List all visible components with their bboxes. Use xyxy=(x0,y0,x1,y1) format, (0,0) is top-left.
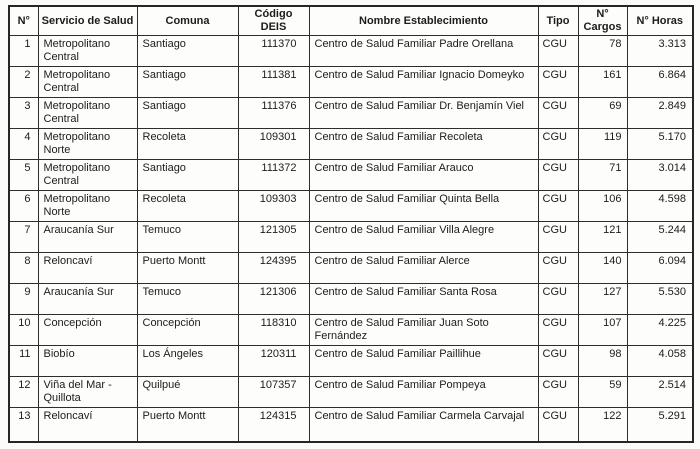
table-row xyxy=(9,67,693,98)
cell-servicio-salud: Metropolitano Central xyxy=(38,160,137,191)
table-body xyxy=(9,36,693,442)
cell-cargos: 106 xyxy=(578,191,627,222)
cell-nombre-establecimiento: Centro de Salud Familiar Pompeya xyxy=(309,377,538,408)
table-row xyxy=(9,160,693,191)
cell-nombre-establecimiento: Centro de Salud Familiar Carmela Carvajal xyxy=(309,408,538,442)
cell-comuna: Puerto Montt xyxy=(137,408,238,442)
cell-comuna: Santiago xyxy=(137,67,238,98)
cell-codigo-deis: 109301 xyxy=(238,129,309,160)
cell-numero: 6 xyxy=(9,191,38,222)
cell-nombre-establecimiento: Centro de Salud Familiar Quinta Bella xyxy=(309,191,538,222)
cell-horas: 5.244 xyxy=(627,222,693,253)
cell-tipo: CGU xyxy=(538,253,578,284)
cell-horas: 4.058 xyxy=(627,346,693,377)
cell-servicio-salud: Metropolitano Norte xyxy=(38,191,137,222)
cell-numero: 1 xyxy=(9,36,38,67)
col-header-codigo-deis: Código DEIS xyxy=(238,6,309,36)
cell-horas: 2.514 xyxy=(627,377,693,408)
cell-nombre-establecimiento: Centro de Salud Familiar Santa Rosa xyxy=(309,284,538,315)
cell-horas: 3.014 xyxy=(627,160,693,191)
cell-cargos: 107 xyxy=(578,315,627,346)
table-row xyxy=(9,408,693,442)
cell-comuna: Temuco xyxy=(137,284,238,315)
cell-numero: 13 xyxy=(9,408,38,442)
cell-codigo-deis: 118310 xyxy=(238,315,309,346)
col-header-servicio-salud: Servicio de Salud xyxy=(38,6,137,36)
cell-codigo-deis: 124315 xyxy=(238,408,309,442)
table-row xyxy=(9,253,693,284)
header-row xyxy=(9,6,693,36)
col-header-comuna: Comuna xyxy=(137,6,238,36)
cell-servicio-salud: Araucanía Sur xyxy=(38,284,137,315)
cell-nombre-establecimiento: Centro de Salud Familiar Recoleta xyxy=(309,129,538,160)
cell-nombre-establecimiento: Centro de Salud Familiar Arauco xyxy=(309,160,538,191)
table-row xyxy=(9,315,693,346)
cell-codigo-deis: 121306 xyxy=(238,284,309,315)
cell-servicio-salud: Viña del Mar - Quillota xyxy=(38,377,137,408)
cell-codigo-deis: 121305 xyxy=(238,222,309,253)
cell-numero: 4 xyxy=(9,129,38,160)
cell-cargos: 140 xyxy=(578,253,627,284)
cell-servicio-salud: Araucanía Sur xyxy=(38,222,137,253)
cell-tipo: CGU xyxy=(538,67,578,98)
cell-codigo-deis: 107357 xyxy=(238,377,309,408)
cell-horas: 2.849 xyxy=(627,98,693,129)
col-header-numero: N° xyxy=(9,6,38,36)
cell-nombre-establecimiento: Centro de Salud Familiar Alerce xyxy=(309,253,538,284)
table-row xyxy=(9,191,693,222)
cell-comuna: Puerto Montt xyxy=(137,253,238,284)
cell-horas: 4.225 xyxy=(627,315,693,346)
cell-cargos: 121 xyxy=(578,222,627,253)
cell-comuna: Santiago xyxy=(137,98,238,129)
cell-horas: 4.598 xyxy=(627,191,693,222)
cell-comuna: Recoleta xyxy=(137,191,238,222)
table-row xyxy=(9,222,693,253)
cell-horas: 5.170 xyxy=(627,129,693,160)
cell-tipo: CGU xyxy=(538,284,578,315)
cell-tipo: CGU xyxy=(538,129,578,160)
cell-codigo-deis: 111381 xyxy=(238,67,309,98)
cell-servicio-salud: Metropolitano Central xyxy=(38,67,137,98)
cell-tipo: CGU xyxy=(538,222,578,253)
cell-servicio-salud: Biobío xyxy=(38,346,137,377)
cell-horas: 6.094 xyxy=(627,253,693,284)
cell-comuna: Temuco xyxy=(137,222,238,253)
cell-horas: 6.864 xyxy=(627,67,693,98)
cell-tipo: CGU xyxy=(538,160,578,191)
col-header-tipo: Tipo xyxy=(538,6,578,36)
col-header-cargos: N° Cargos xyxy=(578,6,627,36)
cell-servicio-salud: Concepción xyxy=(38,315,137,346)
table-row xyxy=(9,346,693,377)
cell-numero: 12 xyxy=(9,377,38,408)
cell-comuna: Concepción xyxy=(137,315,238,346)
cell-codigo-deis: 120311 xyxy=(238,346,309,377)
cell-tipo: CGU xyxy=(538,315,578,346)
cell-nombre-establecimiento: Centro de Salud Familiar Villa Alegre xyxy=(309,222,538,253)
table-row xyxy=(9,377,693,408)
cell-cargos: 119 xyxy=(578,129,627,160)
cell-cargos: 122 xyxy=(578,408,627,442)
cell-cargos: 69 xyxy=(578,98,627,129)
cell-tipo: CGU xyxy=(538,191,578,222)
cell-numero: 8 xyxy=(9,253,38,284)
cell-horas: 5.530 xyxy=(627,284,693,315)
cell-cargos: 78 xyxy=(578,36,627,67)
cell-comuna: Recoleta xyxy=(137,129,238,160)
cell-cargos: 71 xyxy=(578,160,627,191)
cell-horas: 5.291 xyxy=(627,408,693,442)
cell-codigo-deis: 124395 xyxy=(238,253,309,284)
cell-nombre-establecimiento: Centro de Salud Familiar Padre Orellana xyxy=(309,36,538,67)
cell-numero: 5 xyxy=(9,160,38,191)
col-header-horas: N° Horas xyxy=(627,6,693,36)
cell-horas: 3.313 xyxy=(627,36,693,67)
cell-servicio-salud: Metropolitano Central xyxy=(38,98,137,129)
cell-codigo-deis: 111370 xyxy=(238,36,309,67)
cell-nombre-establecimiento: Centro de Salud Familiar Dr. Benjamín Viel xyxy=(309,98,538,129)
cell-cargos: 98 xyxy=(578,346,627,377)
cell-servicio-salud: Reloncaví xyxy=(38,253,137,284)
cell-nombre-establecimiento: Centro de Salud Familiar Ignacio Domeyko xyxy=(309,67,538,98)
table-row xyxy=(9,98,693,129)
cell-nombre-establecimiento: Centro de Salud Familiar Paillihue xyxy=(309,346,538,377)
cell-comuna: Santiago xyxy=(137,36,238,67)
cell-numero: 2 xyxy=(9,67,38,98)
cell-comuna: Santiago xyxy=(137,160,238,191)
cell-numero: 7 xyxy=(9,222,38,253)
cell-cargos: 59 xyxy=(578,377,627,408)
cell-cargos: 127 xyxy=(578,284,627,315)
col-header-nombre-establecimiento: Nombre Establecimiento xyxy=(309,6,538,36)
table-row xyxy=(9,284,693,315)
cell-numero: 11 xyxy=(9,346,38,377)
cell-servicio-salud: Reloncaví xyxy=(38,408,137,442)
cell-tipo: CGU xyxy=(538,36,578,67)
cell-comuna: Quilpué xyxy=(137,377,238,408)
cell-servicio-salud: Metropolitano Central xyxy=(38,36,137,67)
cell-nombre-establecimiento: Centro de Salud Familiar Juan Soto Fernández xyxy=(309,315,538,346)
cell-cargos: 161 xyxy=(578,67,627,98)
cell-tipo: CGU xyxy=(538,377,578,408)
table-row xyxy=(9,129,693,160)
cell-tipo: CGU xyxy=(538,98,578,129)
cell-tipo: CGU xyxy=(538,408,578,442)
cell-codigo-deis: 111376 xyxy=(238,98,309,129)
cell-servicio-salud: Metropolitano Norte xyxy=(38,129,137,160)
cell-numero: 3 xyxy=(9,98,38,129)
cell-numero: 9 xyxy=(9,284,38,315)
cell-comuna: Los Ángeles xyxy=(137,346,238,377)
cell-tipo: CGU xyxy=(538,346,578,377)
establishments-table xyxy=(8,5,694,443)
cell-numero: 10 xyxy=(9,315,38,346)
table-row xyxy=(9,36,693,67)
cell-codigo-deis: 109303 xyxy=(238,191,309,222)
cell-codigo-deis: 111372 xyxy=(238,160,309,191)
